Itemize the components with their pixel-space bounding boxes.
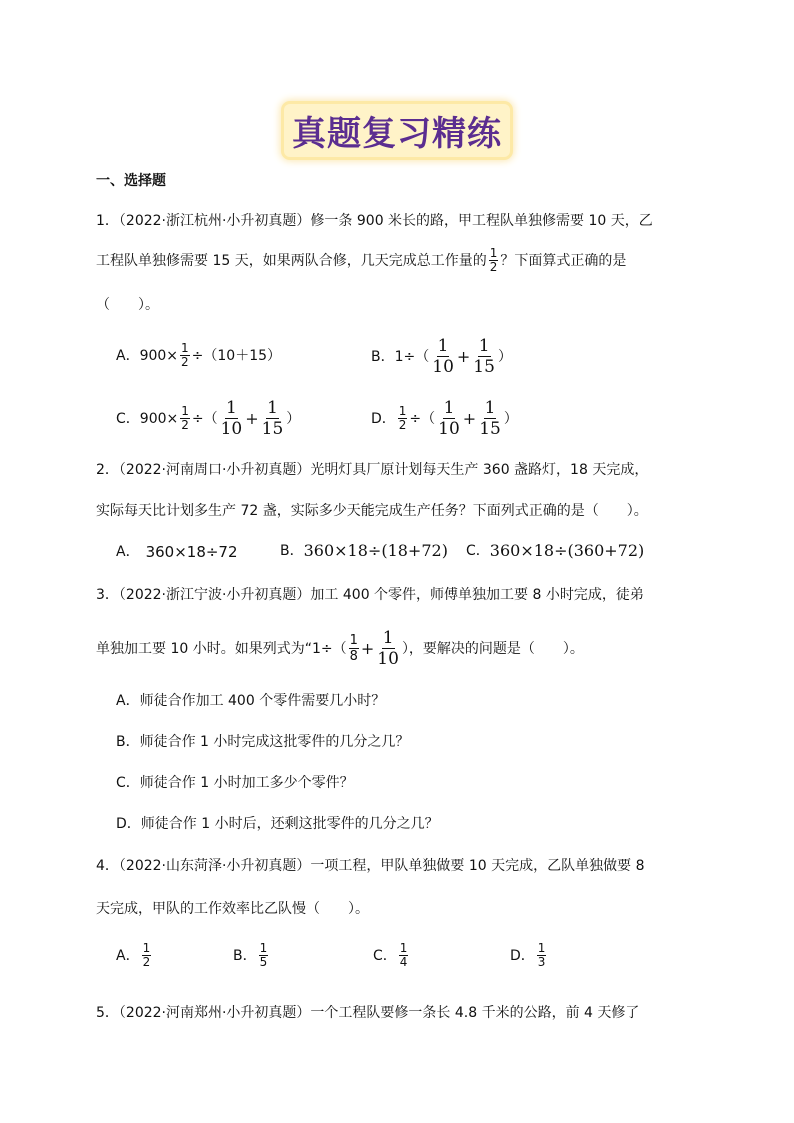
q1-option-b[interactable] (371, 336, 512, 377)
fraction-numerator: 1 (181, 404, 189, 418)
option-label: D． (510, 947, 535, 964)
fraction-numerator: 1 (478, 336, 490, 356)
option-label: A． (116, 947, 140, 964)
fraction (259, 942, 269, 969)
fraction-numerator: 1 (443, 398, 455, 418)
fraction (220, 398, 244, 439)
q3-line1: 3．（2022·浙江宁波·小升初真题）加工 400 个零件，师傅单独加工要 8 小时完成，徒弟 (96, 587, 644, 603)
option-text: 900× (139, 347, 179, 364)
q3-line2-text-a: 单独加工要 10 小时。如果列式为“1÷（ (96, 640, 347, 657)
option-text: ÷（ (191, 410, 218, 427)
q3-option-c[interactable]: C．师徒合作 1 小时加工多少个零件？ (116, 775, 354, 791)
q1-option-d[interactable] (371, 398, 518, 439)
q4-option-c[interactable] (373, 942, 410, 969)
q2-option-c[interactable] (466, 542, 644, 560)
fraction-denominator: 2 (181, 355, 189, 369)
fraction (478, 398, 502, 439)
q1-line2 (96, 247, 626, 274)
fraction-numerator: 1 (489, 246, 498, 260)
fraction-numerator: 1 (349, 633, 358, 648)
q4-line2: 天完成，甲队的工作效率比乙队慢（ ）。 (96, 901, 369, 917)
q3-line2-text-b: ），要解决的问题是（ ）。 (401, 640, 584, 657)
page-title: 真题复习精练 (284, 104, 510, 157)
option-expression: 360×18÷(360+72) (489, 541, 645, 560)
title-wrapper (0, 104, 794, 157)
option-label: D． (371, 410, 396, 427)
q5-line1: 5．（2022·河南郑州·小升初真题）一个工程队要修一条长 4.8 千米的公路，前 4 天修了 (96, 1005, 640, 1021)
option-label: C． (116, 410, 140, 427)
fraction (376, 628, 400, 669)
fraction-numerator: 1 (181, 341, 189, 355)
fraction-denominator: 10 (377, 649, 399, 669)
option-text: ÷（10＋15） (191, 347, 282, 364)
option-label: B． (371, 348, 395, 365)
fraction (489, 247, 499, 274)
fraction-denominator: 15 (473, 357, 495, 377)
q1-line2-text-a: 工程队单独修需要 15 天，如果两队合修，几天完成总工作量的 (96, 252, 487, 269)
option-label: C． (466, 543, 490, 559)
fraction-numerator: 1 (398, 404, 407, 418)
q1-line2-text-b: ？下面算式正确的是 (500, 252, 627, 269)
fraction-denominator: 10 (438, 419, 460, 439)
fraction-numerator: 1 (259, 941, 268, 955)
q4-option-d[interactable] (510, 942, 548, 969)
q2-option-a[interactable] (116, 543, 238, 561)
fraction (472, 336, 496, 377)
q1-option-a[interactable] (116, 342, 281, 369)
fraction-denominator: 2 (142, 955, 151, 969)
plus-sign: + (360, 638, 375, 658)
fraction (261, 398, 285, 439)
fraction-numerator: 1 (382, 628, 394, 648)
q2-option-b[interactable] (280, 542, 448, 560)
fraction-numerator: 1 (484, 398, 496, 418)
option-label: B． (280, 543, 304, 559)
fraction-denominator: 4 (399, 955, 408, 969)
fraction (180, 405, 190, 432)
section-heading: 一、选择题 (96, 173, 166, 189)
q3-option-a[interactable]: A．师徒合作加工 400 个零件需要几小时？ (116, 693, 386, 709)
q3-option-d[interactable]: D．师徒合作 1 小时后，还剩这批零件的几分之几？ (116, 816, 439, 832)
option-text: 900× (139, 410, 179, 427)
option-label: A． (116, 544, 140, 560)
fraction (399, 942, 409, 969)
option-text: ） (497, 348, 512, 365)
fraction (431, 336, 455, 377)
fraction (437, 398, 461, 439)
q2-line2: 实际每天比计划多生产 72 盏，实际多少天能完成生产任务？下面列式正确的是（ ）。 (96, 503, 648, 519)
q2-line1: 2．（2022·河南周口·小升初真题）光明灯具厂原计划每天生产 360 盏路灯，18 天完成， (96, 462, 649, 478)
option-label: A． (116, 347, 140, 364)
fraction-denominator: 8 (349, 649, 358, 664)
fraction-denominator: 2 (398, 418, 407, 432)
fraction (537, 942, 547, 969)
plus-sign: + (462, 408, 477, 428)
option-label: C． (373, 947, 397, 964)
q3-option-b[interactable]: B．师徒合作 1 小时完成这批零件的几分之几？ (116, 734, 410, 750)
option-text: ） (503, 410, 518, 427)
fraction-numerator: 1 (399, 941, 408, 955)
fraction-numerator: 1 (226, 398, 237, 418)
fraction-denominator: 15 (479, 419, 501, 439)
fraction-numerator: 1 (267, 398, 278, 418)
option-text: 1÷（ (394, 348, 430, 365)
fraction-denominator: 15 (261, 419, 284, 439)
option-text: ） (286, 410, 301, 427)
fraction-denominator: 10 (220, 419, 243, 439)
q4-option-a[interactable] (116, 942, 153, 969)
q4-line1: 4．（2022·山东菏泽·小升初真题）一项工程，甲队单独做要 10 天完成，乙队单独做要 8 (96, 858, 645, 874)
fraction-numerator: 1 (537, 941, 546, 955)
q4-option-b[interactable] (233, 942, 270, 969)
q1-line3: （ ）。 (96, 297, 159, 313)
fraction-numerator: 1 (437, 336, 449, 356)
fraction-denominator: 3 (537, 955, 546, 969)
fraction (180, 342, 190, 369)
plus-sign: + (245, 408, 259, 428)
option-text: ÷（ (409, 410, 436, 427)
option-expression: 360×18÷72 (145, 543, 238, 561)
q1-line1: 1．（2022·浙江杭州·小升初真题）修一条 900 米长的路，甲工程队单独修需要 10 天，乙 (96, 213, 653, 229)
fraction (398, 405, 408, 432)
fraction-denominator: 2 (489, 260, 498, 274)
fraction-denominator: 5 (259, 955, 268, 969)
q1-option-c[interactable] (116, 398, 300, 439)
fraction-denominator: 2 (181, 418, 189, 432)
q3-line2 (96, 628, 584, 669)
fraction (349, 633, 359, 664)
plus-sign: + (456, 346, 471, 366)
option-expression: 360×18÷(18+72) (303, 541, 448, 560)
fraction-numerator: 1 (142, 941, 151, 955)
fraction (142, 942, 152, 969)
option-label: B． (233, 947, 257, 964)
fraction-denominator: 10 (432, 357, 454, 377)
